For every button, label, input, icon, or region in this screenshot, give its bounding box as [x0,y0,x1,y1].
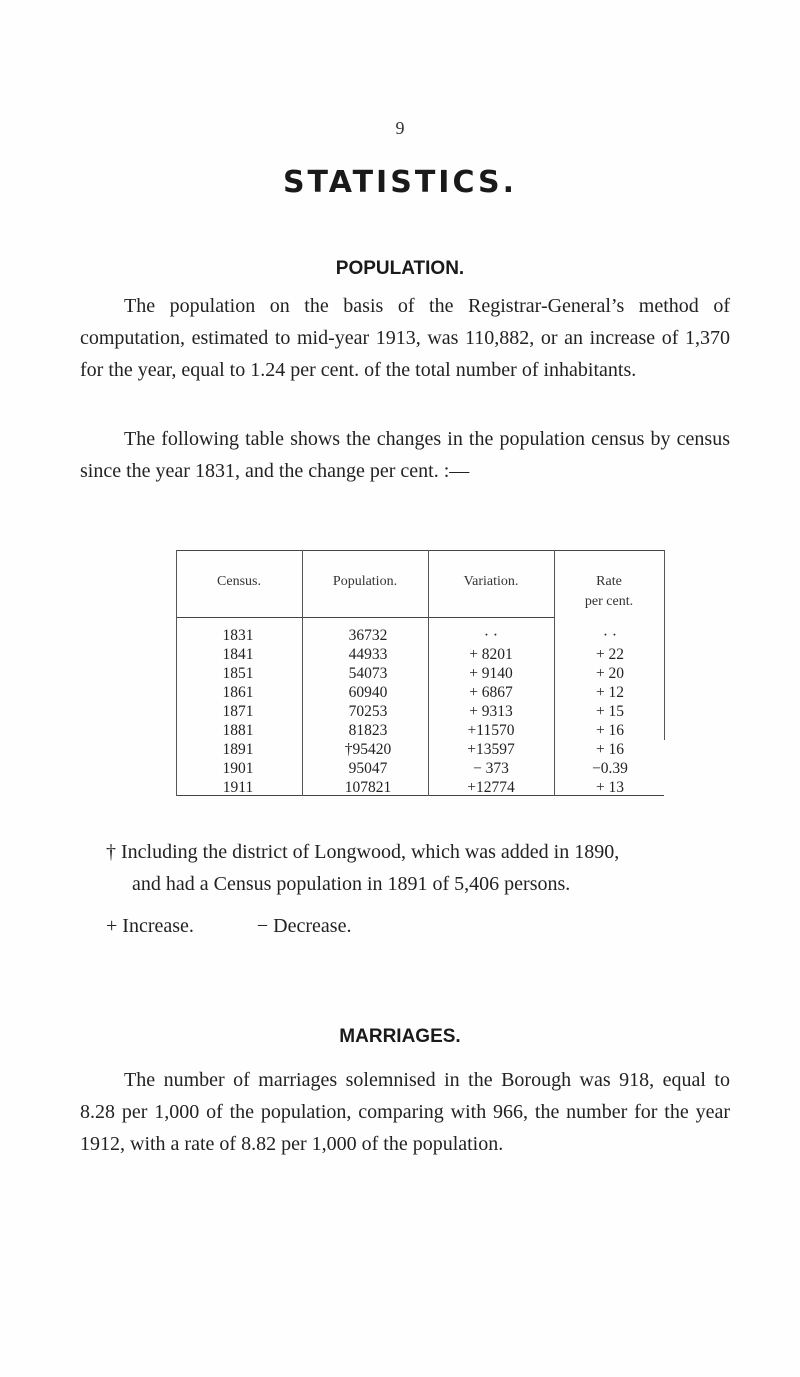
rate-value: + 16 [595,722,625,739]
header-rate-line2: per cent. [584,594,634,609]
table-row [176,740,664,759]
census-year: 1901 [222,760,254,777]
rate-value: + 15 [595,703,625,720]
legend-decrease: − Decrease. [256,915,352,937]
page-number: 9 [395,118,405,138]
census-year: 1851 [222,665,254,682]
rate-value: + 16 [595,741,625,758]
header-variation: Variation. [463,574,519,589]
table-row [176,645,664,664]
rate-value: + 20 [595,665,625,682]
population-value: 107821 [344,779,392,796]
population-value: 54073 [348,665,388,682]
marriages-paragraph: The number of marriages solemnised in the Borough was 918, equal to 8.28 per 1,000 of the population, comparing with 966, the number for the year 1912, with a rate of 8.82 per 1,000 of the population. [80,1069,730,1155]
variation-value: + 9140 [469,665,513,682]
population-value: 70253 [348,703,388,720]
census-year: 1841 [222,646,254,663]
variation-value: + 9313 [469,703,513,720]
header-census: Census. [217,574,261,589]
table-right-border [664,550,665,740]
variation-value: +13597 [467,741,515,758]
legend-increase: + Increase. [106,915,194,937]
rate-value: · · [602,627,618,644]
census-year: 1911 [222,779,254,796]
census-year: 1831 [222,627,254,644]
rate-value: + 12 [595,684,625,701]
population-value: †95420 [344,741,392,758]
table-row [176,778,664,797]
page-title: STATISTICS. [282,165,518,200]
sign-legend [106,915,351,938]
header-rate-line1: Rate [596,574,622,589]
population-value: 44933 [348,646,388,663]
table-header-rule [176,617,554,618]
table-row [176,664,664,683]
census-year: 1861 [222,684,254,701]
table-top-rule [176,550,664,551]
marriages-heading: MARRIAGES. [339,1026,461,1047]
variation-value: + 6867 [469,684,513,701]
variation-value: + 8201 [469,646,513,663]
footnote [106,836,746,900]
census-intro-paragraph: The following table shows the changes in the population census by census since the year 1831, and the change per cent. :— [80,428,730,482]
variation-value: +12774 [467,779,515,796]
population-value: 60940 [348,684,388,701]
table-row [176,626,664,645]
variation-value: +11570 [467,722,515,739]
footnote-line2: and had a Census population in 1891 of 5,406 persons. [132,873,571,895]
table-row [176,721,664,740]
table-row [176,759,664,778]
header-population: Population. [332,574,398,589]
table-row [176,702,664,721]
variation-value: · · [483,627,499,644]
variation-value: − 373 [473,760,509,777]
census-table [176,550,664,796]
population-heading: POPULATION. [335,258,465,279]
rate-value: + 13 [595,779,625,796]
census-year: 1871 [222,703,254,720]
population-paragraph: The population on the basis of the Registrar-General’s method of computation, estimated to mid-year 1913, was 110,882, or an increase of 1,370 for the year, equal to 1.24 per cent. of the total number of inhabitants. [80,295,730,381]
population-value: 36732 [348,627,388,644]
census-year: 1891 [222,741,254,758]
census-year: 1881 [222,722,254,739]
rate-value: −0.39 [592,760,628,777]
population-value: 81823 [348,722,388,739]
header-rate [554,572,664,612]
rate-value: + 22 [595,646,625,663]
footnote-line1: † Including the district of Longwood, which was added in 1890, [106,841,620,863]
population-value: 95047 [348,760,388,777]
table-row [176,683,664,702]
